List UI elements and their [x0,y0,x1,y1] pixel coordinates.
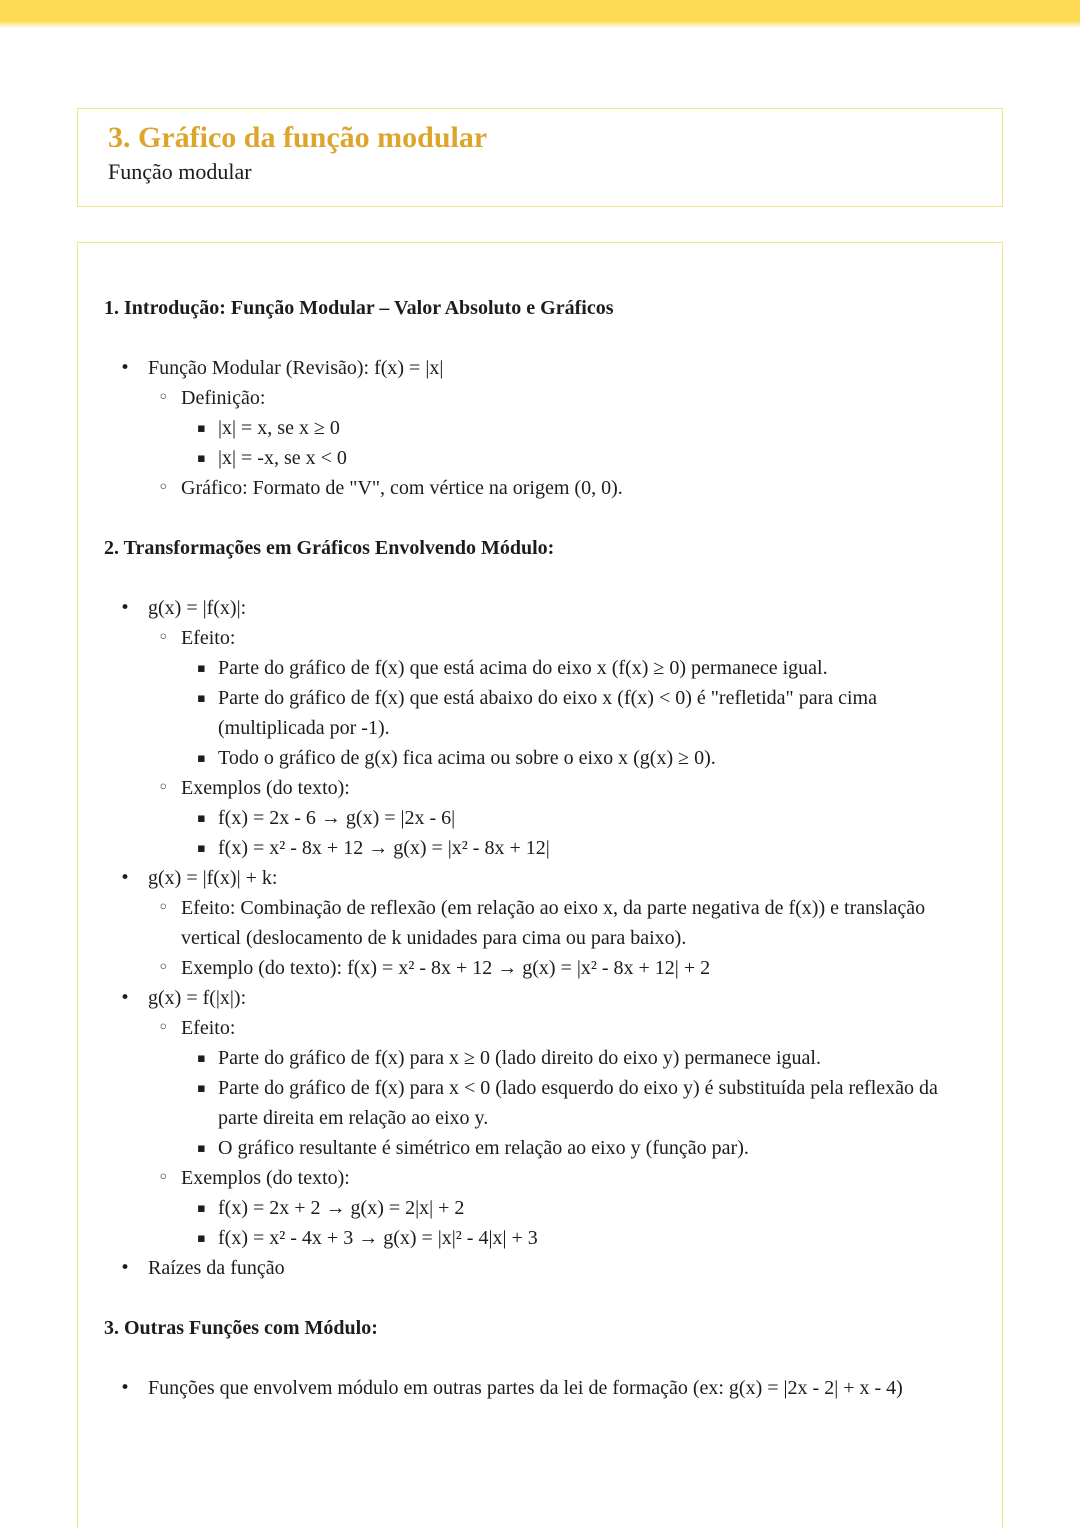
circle-bullet-icon: ◦ [158,897,169,918]
square-bullet-icon: ▪ [197,1201,206,1216]
list-item-level-3 [78,833,1002,863]
list-item-level-3 [78,1223,1002,1253]
list-item-level-1 [78,593,1002,623]
list-item-level-3 [78,1073,1002,1133]
bullet-icon: • [120,358,131,378]
section-heading: 3. Outras Funções com Módulo: [104,1317,378,1339]
list-item-level-2 [78,1163,1002,1193]
bullet-icon: • [120,1378,131,1398]
list-item-level-3 [78,1043,1002,1073]
square-bullet-icon: ▪ [197,451,206,466]
list-item-text: |x| = -x, se x < 0 [218,447,347,469]
list-item-text: Efeito: [181,1017,236,1039]
list-item-text: Definição: [181,387,266,409]
circle-bullet-icon: ◦ [158,387,169,408]
list-item-level-1 [78,353,1002,383]
list-item-level-3 [78,803,1002,833]
list-item-level-1 [78,1253,1002,1283]
list-item-text: Parte do gráfico de f(x) que está acima do eixo x (f(x) ≥ 0) permanece igual. [218,657,828,679]
circle-bullet-icon: ◦ [158,627,169,648]
list-item-level-3 [78,1133,1002,1163]
bullet-icon: • [120,1258,131,1278]
list-item-level-2 [78,1013,1002,1043]
list-item-text: Gráfico: Formato de "V", com vértice na origem (0, 0). [181,477,623,499]
square-bullet-icon: ▪ [197,1081,206,1096]
circle-bullet-icon: ◦ [158,957,169,978]
bullet-icon: • [120,598,131,618]
square-bullet-icon: ▪ [197,751,206,766]
list-item-level-3 [78,1193,1002,1223]
list-item-level-2 [78,623,1002,653]
list-item-level-2 [78,383,1002,413]
list-item-level-1 [78,863,1002,893]
list-item-text: Parte do gráfico de f(x) que está abaixo do eixo x (f(x) < 0) é "refletida" para cima (multiplicada por -1). [218,687,877,739]
list-item-text: Exemplos (do texto): [181,1167,350,1189]
list-item-level-3 [78,413,1002,443]
list-item-text: O gráfico resultante é simétrico em relação ao eixo y (função par). [218,1137,749,1159]
square-bullet-icon: ▪ [197,811,206,826]
bullet-icon: • [120,868,131,888]
list-item-text: Raízes da função [148,1257,285,1279]
content-card [77,242,1003,1528]
title-card [77,108,1003,207]
list-item-text: Parte do gráfico de f(x) para x < 0 (lado esquerdo do eixo y) é substituída pela reflexão da parte direita em relação ao eixo y. [218,1077,938,1129]
square-bullet-icon: ▪ [197,1231,206,1246]
list-item-level-3 [78,743,1002,773]
list-item-text: f(x) = 2x + 2 → g(x) = 2|x| + 2 [218,1197,465,1219]
section-heading: 2. Transformações em Gráficos Envolvendo Módulo: [104,537,555,559]
list-item-text: g(x) = f(|x|): [148,987,247,1009]
list-item-text: Função Modular (Revisão): f(x) = |x| [148,357,444,379]
square-bullet-icon: ▪ [197,1141,206,1156]
list-item-text: |x| = x, se x ≥ 0 [218,417,340,439]
list-item-level-2 [78,893,1002,953]
list-item-text: Exemplo (do texto): f(x) = x² - 8x + 12 → g(x) = |x² - 8x + 12| + 2 [181,957,711,979]
list-item-level-2 [78,473,1002,503]
list-item-text: f(x) = 2x - 6 → g(x) = |2x - 6| [218,807,456,829]
list-item-text: Efeito: [181,627,236,649]
list-item-text: g(x) = |f(x)|: [148,597,247,619]
circle-bullet-icon: ◦ [158,1017,169,1038]
page-title: 3. Gráfico da função modular [108,121,488,154]
list-item-text: g(x) = |f(x)| + k: [148,867,278,889]
list-item-level-3 [78,443,1002,473]
list-item-text: Exemplos (do texto): [181,777,350,799]
square-bullet-icon: ▪ [197,1051,206,1066]
page-subtitle: Função modular [108,159,252,184]
list-item-level-1 [78,1373,1002,1403]
square-bullet-icon: ▪ [197,661,206,676]
list-item-text: Todo o gráfico de g(x) fica acima ou sobre o eixo x (g(x) ≥ 0). [218,747,716,769]
square-bullet-icon: ▪ [197,841,206,856]
list-item-text: Efeito: Combinação de reflexão (em relação ao eixo x, da parte negativa de f(x)) e translação vertical (deslocamento de k unidades para cima ou para baixo). [181,897,926,949]
list-item-text: f(x) = x² - 8x + 12 → g(x) = |x² - 8x + 12| [218,837,550,859]
top-accent-bar [0,0,1080,28]
list-item-text: Parte do gráfico de f(x) para x ≥ 0 (lado direito do eixo y) permanece igual. [218,1047,821,1069]
square-bullet-icon: ▪ [197,421,206,436]
section-heading: 1. Introdução: Função Modular – Valor Absoluto e Gráficos [104,297,614,319]
list-item-level-2 [78,773,1002,803]
circle-bullet-icon: ◦ [158,477,169,498]
bullet-icon: • [120,988,131,1008]
document-content [78,293,1002,1403]
circle-bullet-icon: ◦ [158,777,169,798]
square-bullet-icon: ▪ [197,691,206,706]
list-item-level-3 [78,653,1002,683]
list-item-level-2 [78,953,1002,983]
list-item-text: f(x) = x² - 4x + 3 → g(x) = |x|² - 4|x| + 3 [218,1227,538,1249]
list-item-level-3 [78,683,1002,743]
list-item-text: Funções que envolvem módulo em outras partes da lei de formação (ex: g(x) = |2x - 2| + x - 4) [148,1377,903,1399]
list-item-level-1 [78,983,1002,1013]
circle-bullet-icon: ◦ [158,1167,169,1188]
